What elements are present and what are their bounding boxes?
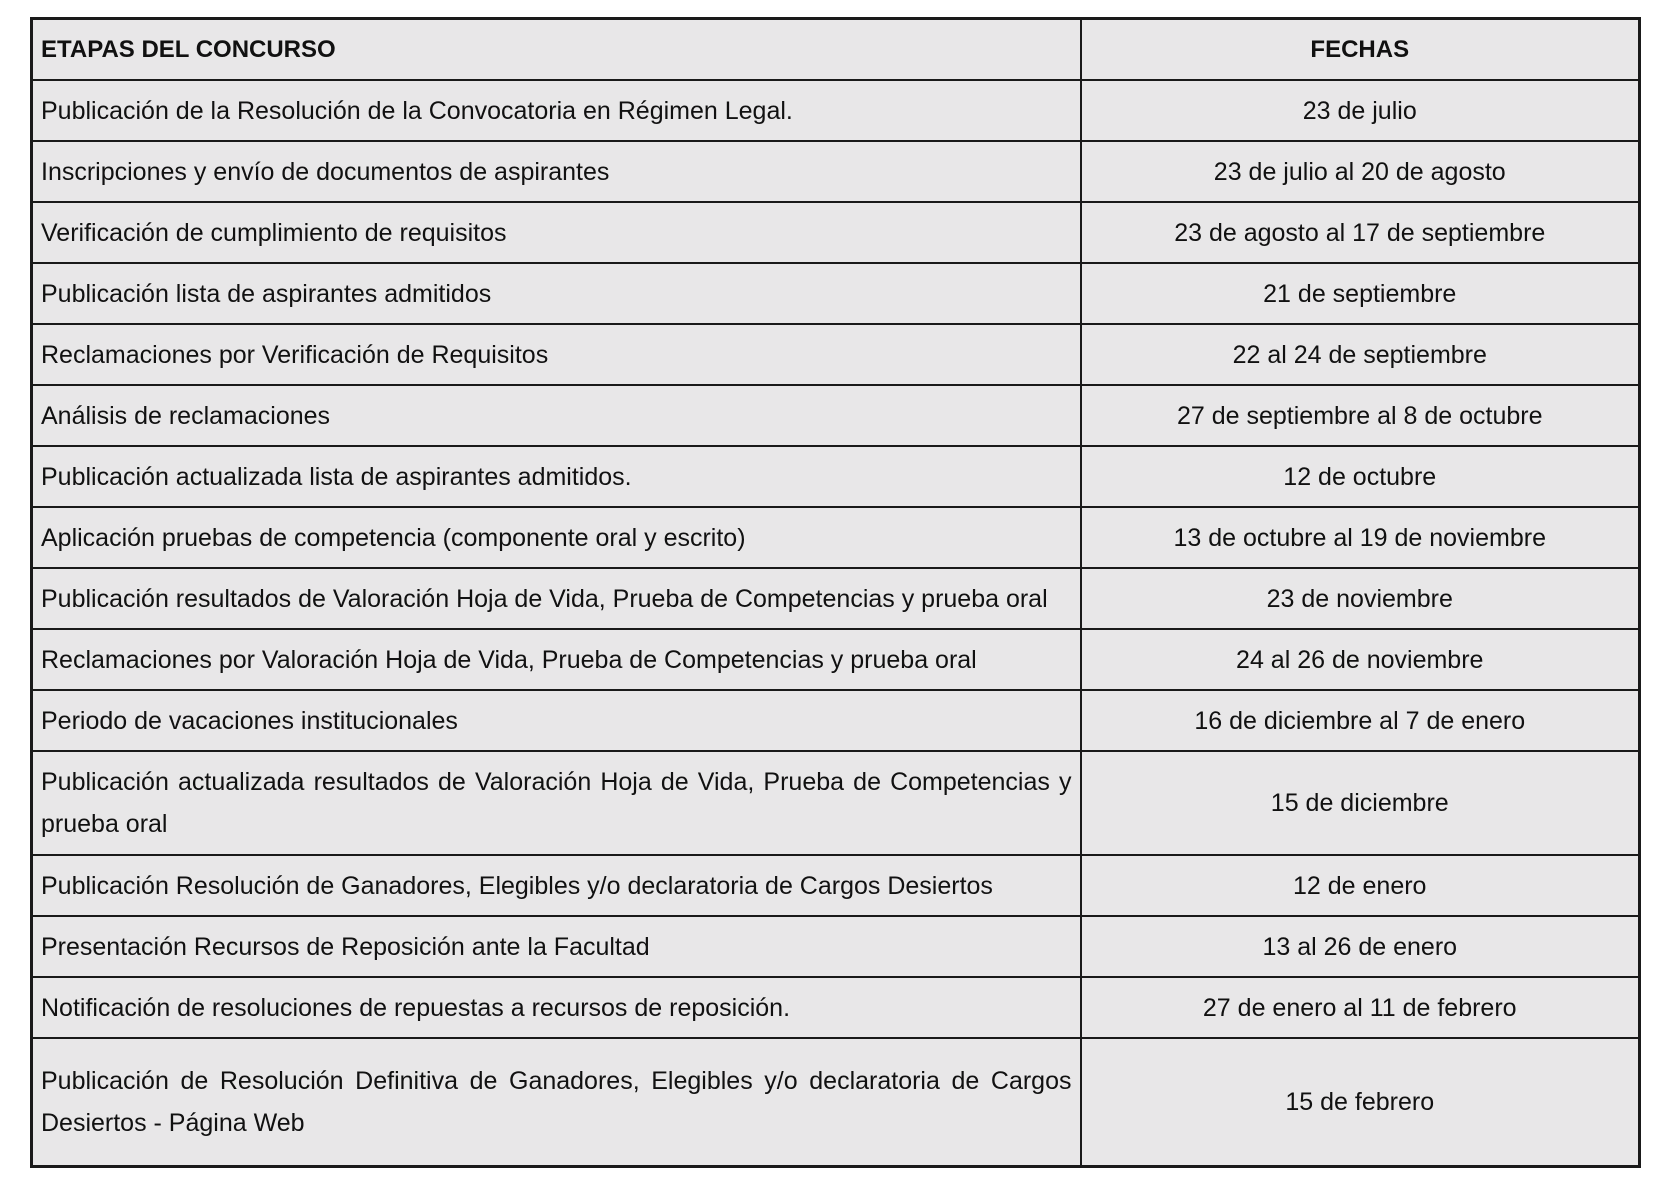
table-row — [32, 507, 1640, 568]
date-cell: 13 de octubre al 19 de noviembre — [1081, 507, 1640, 568]
stage-cell: Presentación Recursos de Reposición ante la Facultad — [32, 916, 1081, 977]
date-cell: 12 de enero — [1081, 855, 1640, 916]
table-row — [32, 751, 1640, 855]
table-row — [32, 977, 1640, 1038]
stage-cell: Publicación actualizada lista de aspirantes admitidos. — [32, 446, 1081, 507]
date-cell: 23 de noviembre — [1081, 568, 1640, 629]
stage-cell: Publicación lista de aspirantes admitidos — [32, 263, 1081, 324]
stage-cell: Publicación Resolución de Ganadores, Elegibles y/o declaratoria de Cargos Desiertos — [32, 855, 1081, 916]
table-row — [32, 141, 1640, 202]
stage-cell: Notificación de resoluciones de repuestas a recursos de reposición. — [32, 977, 1081, 1038]
contest-schedule-table — [30, 17, 1641, 1168]
stage-cell: Reclamaciones por Verificación de Requisitos — [32, 324, 1081, 385]
date-cell: 23 de agosto al 17 de septiembre — [1081, 202, 1640, 263]
table-row — [32, 568, 1640, 629]
date-cell: 22 al 24 de septiembre — [1081, 324, 1640, 385]
date-cell: 27 de enero al 11 de febrero — [1081, 977, 1640, 1038]
table-row — [32, 324, 1640, 385]
table-row — [32, 629, 1640, 690]
date-cell: 12 de octubre — [1081, 446, 1640, 507]
date-cell: 16 de diciembre al 7 de enero — [1081, 690, 1640, 751]
header-stages: ETAPAS DEL CONCURSO — [32, 19, 1081, 81]
table-row — [32, 80, 1640, 141]
date-cell: 27 de septiembre al 8 de octubre — [1081, 385, 1640, 446]
table-row — [32, 916, 1640, 977]
date-cell: 15 de diciembre — [1081, 751, 1640, 855]
table-row — [32, 1038, 1640, 1167]
stage-cell: Análisis de reclamaciones — [32, 385, 1081, 446]
stage-cell: Periodo de vacaciones institucionales — [32, 690, 1081, 751]
stage-cell: Publicación de Resolución Definitiva de Ganadores, Elegibles y/o declaratoria de Cargos Desiertos - Página Web — [32, 1038, 1081, 1167]
date-cell: 23 de julio al 20 de agosto — [1081, 141, 1640, 202]
date-cell: 15 de febrero — [1081, 1038, 1640, 1167]
date-cell: 13 al 26 de enero — [1081, 916, 1640, 977]
stage-cell: Inscripciones y envío de documentos de aspirantes — [32, 141, 1081, 202]
stage-cell: Publicación resultados de Valoración Hoja de Vida, Prueba de Competencias y prueba oral — [32, 568, 1081, 629]
table-row — [32, 446, 1640, 507]
stage-cell: Publicación de la Resolución de la Convocatoria en Régimen Legal. — [32, 80, 1081, 141]
table-row — [32, 202, 1640, 263]
date-cell: 21 de septiembre — [1081, 263, 1640, 324]
table-row — [32, 385, 1640, 446]
stage-cell: Verificación de cumplimiento de requisitos — [32, 202, 1081, 263]
stage-cell: Publicación actualizada resultados de Valoración Hoja de Vida, Prueba de Competencias y prueba oral — [32, 751, 1081, 855]
table-row — [32, 263, 1640, 324]
stage-cell: Reclamaciones por Valoración Hoja de Vida, Prueba de Competencias y prueba oral — [32, 629, 1081, 690]
date-cell: 24 al 26 de noviembre — [1081, 629, 1640, 690]
table-header-row — [32, 19, 1640, 81]
stage-cell: Aplicación pruebas de competencia (componente oral y escrito) — [32, 507, 1081, 568]
header-dates: FECHAS — [1081, 19, 1640, 81]
table-row — [32, 690, 1640, 751]
table-row — [32, 855, 1640, 916]
date-cell: 23 de julio — [1081, 80, 1640, 141]
